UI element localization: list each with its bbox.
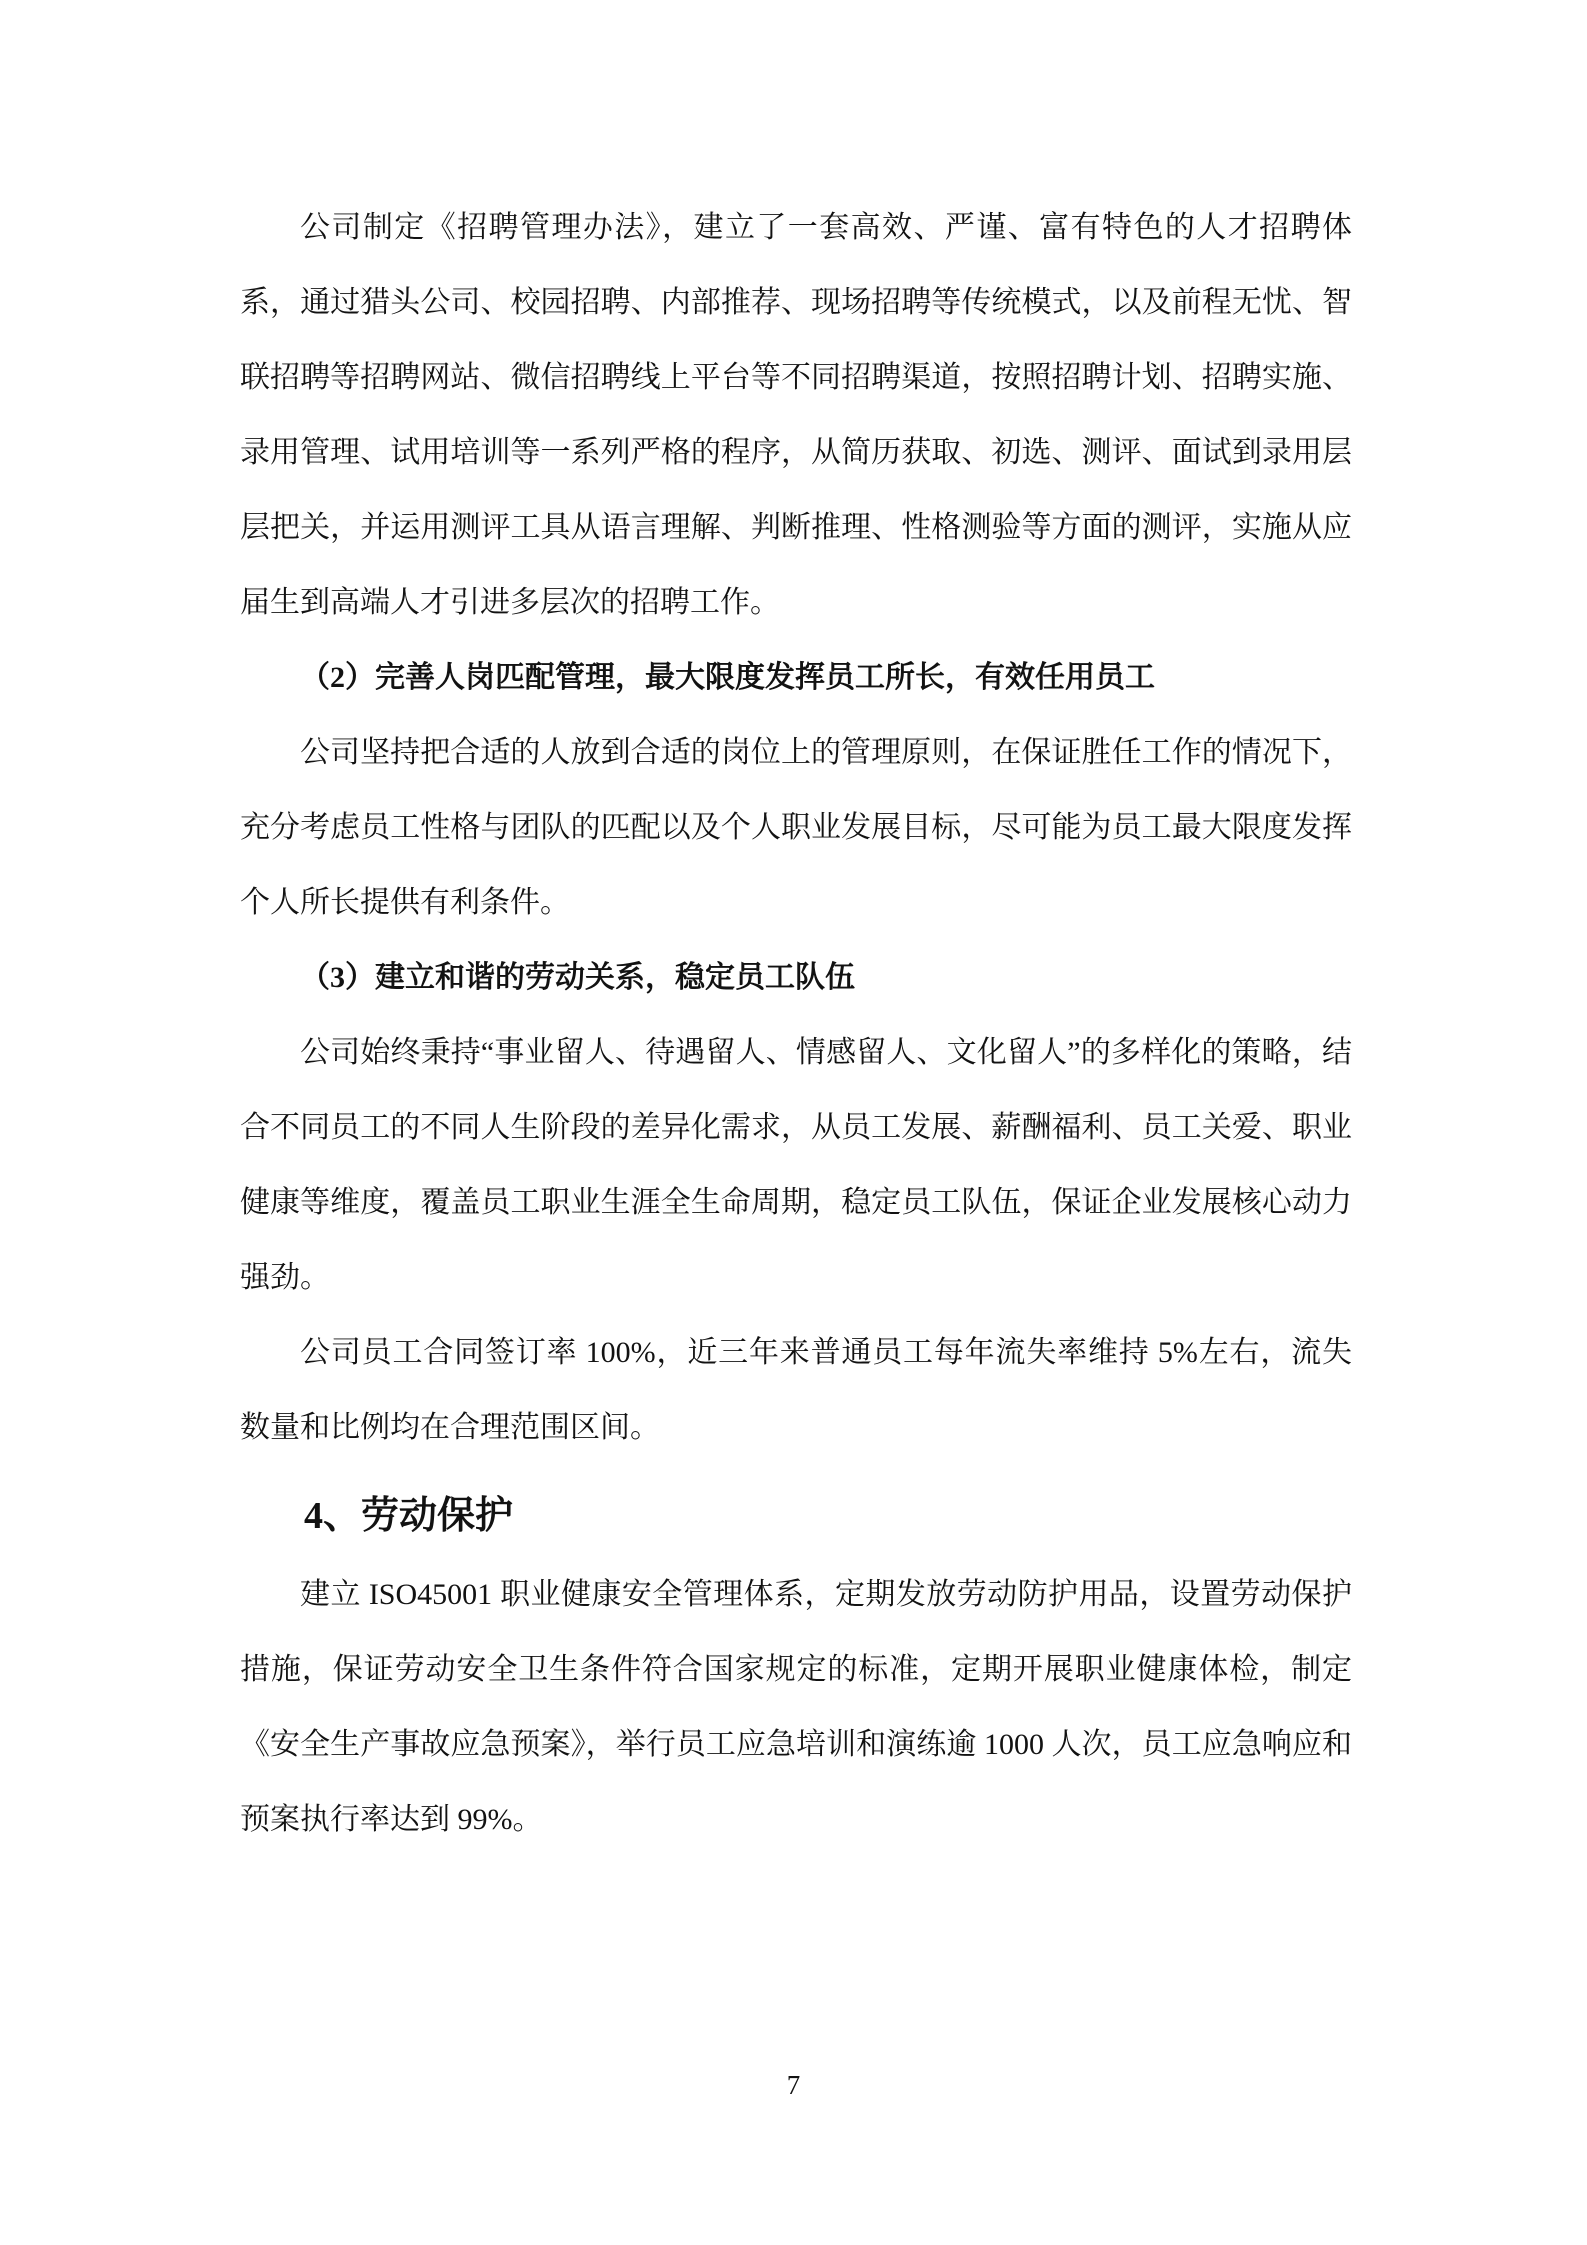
body-paragraph-labor-protection: 建立 ISO45001 职业健康安全管理体系，定期发放劳动防护用品，设置劳动保护措施，保证劳动安全卫生条件符合国家规定的标准，定期开展职业健康体检，制定《安全生产事故应急预案》，举行员工应急培训和演练逾 1000 人次，员工应急响应和预案执行率达到 99%。 (240, 1578, 1352, 1836)
body-paragraph-contract-rate: 公司员工合同签订率 100%，近三年来普通员工每年流失率维持 5%左右，流失数量和比例均在合理范围区间。 (240, 1336, 1352, 1444)
section-heading-4-labor-protection: 4、劳动保护 (304, 1495, 514, 1537)
body-paragraph-recruitment-system: 公司制定《招聘管理办法》，建立了一套高效、严谨、富有特色的人才招聘体系，通过猎头公司、校园招聘、内部推荐、现场招聘等传统模式，以及前程无忧、智联招聘等招聘网站、微信招聘线上平台等不同招聘渠道，按照招聘计划、招聘实施、录用管理、试用培训等一系列严格的程序，从简历获取、初选、测评、面试到录用层层把关，并运用测评工具从语言理解、判断推理、性格测验等方面的测评，实施从应届生到高端人才引进多层次的招聘工作。 (240, 211, 1352, 619)
sub-heading-2-job-matching: （2）完善人岗匹配管理，最大限度发挥员工所长，有效任用员工 (300, 661, 1155, 694)
page-body (240, 190, 1352, 1857)
body-paragraph-job-matching: 公司坚持把合适的人放到合适的岗位上的管理原则，在保证胜任工作的情况下，充分考虑员工性格与团队的匹配以及个人职业发展目标，尽可能为员工最大限度发挥个人所长提供有利条件。 (240, 736, 1352, 919)
body-paragraph-retention-strategy: 公司始终秉持“事业留人、待遇留人、情感留人、文化留人”的多样化的策略，结合不同员工的不同人生阶段的差异化需求，从员工发展、薪酬福利、员工关爱、职业健康等维度，覆盖员工职业生涯全生命周期，稳定员工队伍，保证企业发展核心动力强劲。 (240, 1036, 1352, 1294)
page-number: 7 (786, 2070, 801, 2100)
sub-heading-3-labor-relations: （3）建立和谐的劳动关系，稳定员工队伍 (300, 961, 855, 994)
